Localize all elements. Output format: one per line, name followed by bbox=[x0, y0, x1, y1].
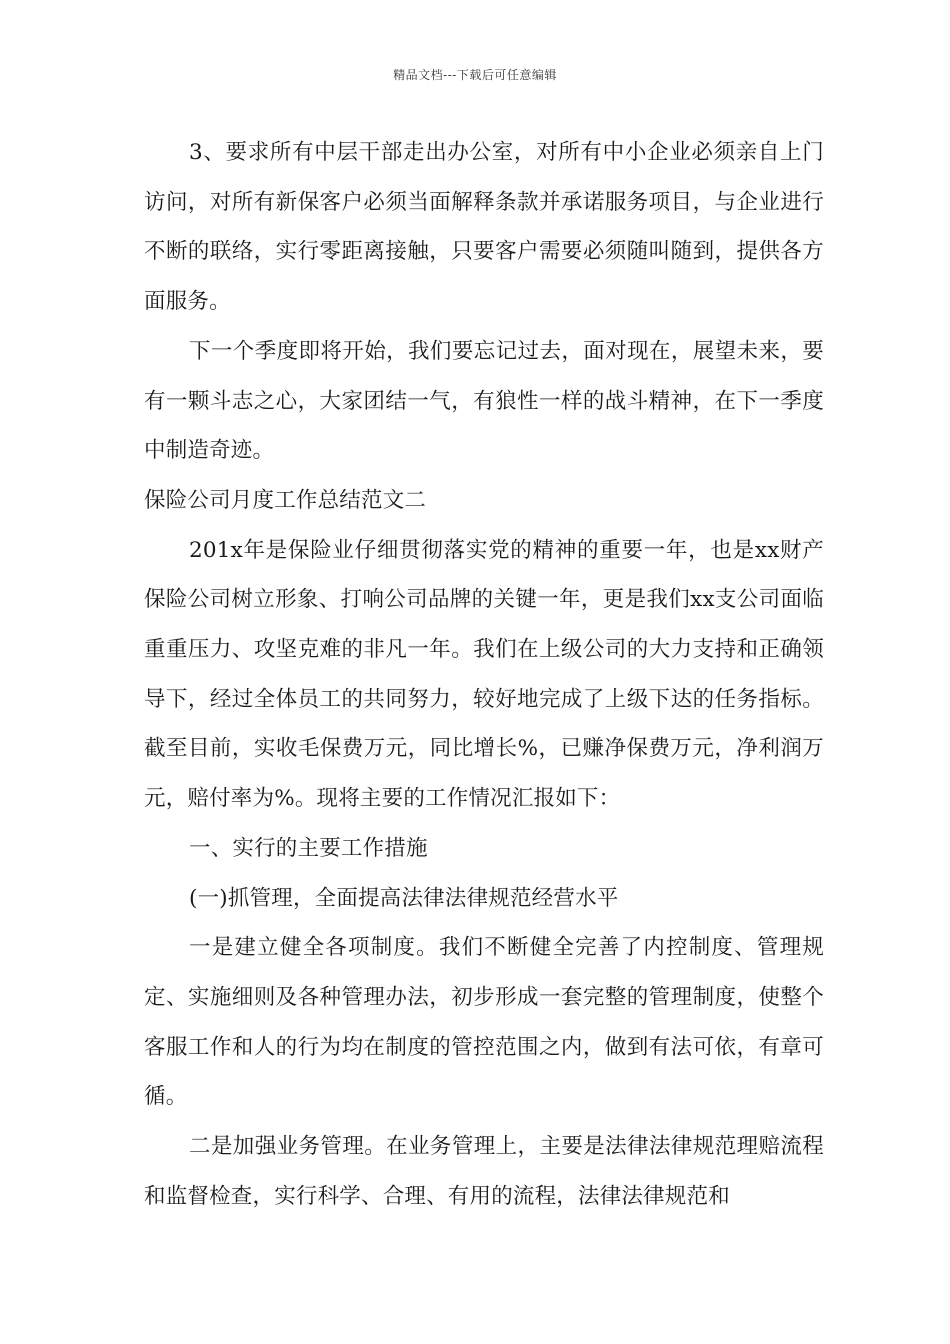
paragraph-3: 201x年是保险业仔细贯彻落实党的精神的重要一年，也是xx财产保险公司树立形象、打响公司品牌的关键一年，更是我们xx支公司面临重重压力、攻坚克难的非凡一年。我们在上级公司的大力支持和正确领导下，经过全体员工的共同努力，较好地完成了上级下达的任务指标。截至目前，实收毛保费万元，同比增长%，已赚净保费万元，净利润万元，赔付率为%。现将主要的工作情况汇报如下： bbox=[144, 537, 824, 812]
paragraph-5: 二是加强业务管理。在业务管理上，主要是法律法律规范理赔流程和监督检查，实行科学、合理、有用的流程，法律法律规范和 bbox=[144, 1134, 824, 1209]
page-header: 精品文档---下载后可任意编辑 bbox=[393, 68, 557, 82]
paragraph-1: 3、要求所有中层干部走出办公室，对所有中小企业必须亲自上门访问，对所有新保客户必须当面解释条款并承诺服务项目，与企业进行不断的联络，实行零距离接触，只要客户需要必须随叫随到，提供各方面服务。 bbox=[144, 140, 824, 315]
document-body bbox=[144, 128, 824, 1221]
subheading-1: 一、实行的主要工作措施 bbox=[189, 835, 428, 861]
subheading-2: (一)抓管理，全面提高法律法律规范经营水平 bbox=[189, 885, 619, 911]
paragraph-4: 一是建立健全各项制度。我们不断健全完善了内控制度、管理规定、实施细则及各种管理办法，初步形成一套完整的管理制度，使整个客服工作和人的行为均在制度的管控范围之内，做到有法可依，有章可循。 bbox=[144, 935, 824, 1110]
section-heading: 保险公司月度工作总结范文二 bbox=[144, 487, 427, 513]
paragraph-2: 下一个季度即将开始，我们要忘记过去，面对现在，展望未来，要有一颗斗志之心，大家团结一气，有狼性一样的战斗精神，在下一季度中制造奇迹。 bbox=[144, 338, 824, 464]
